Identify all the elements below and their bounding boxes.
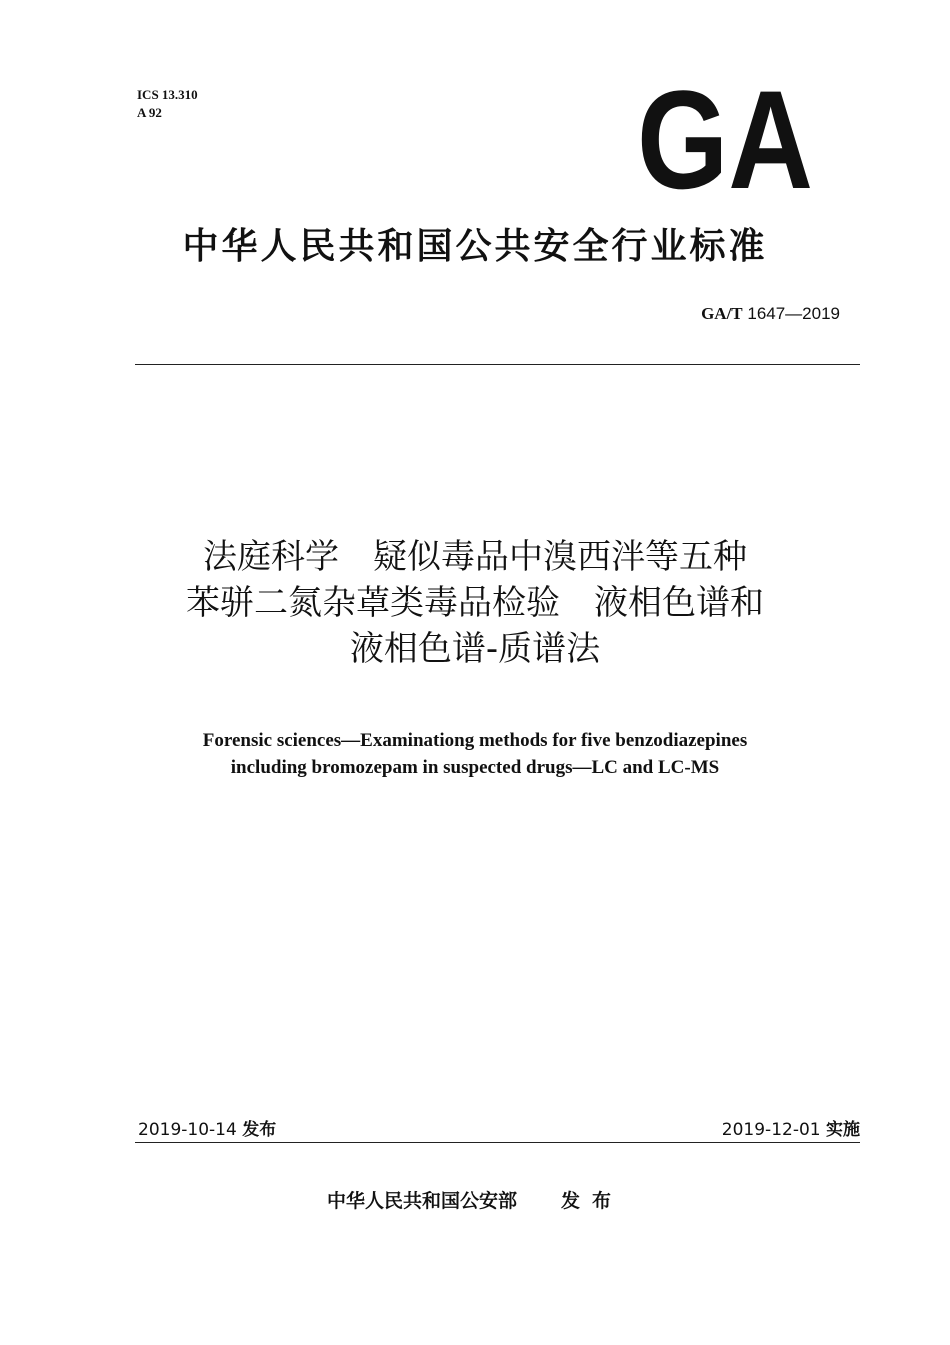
standard-number [701,304,840,324]
implementation-date-value: 2019-12-01 [721,1120,821,1140]
ccs-code: A 92 [137,105,162,120]
english-title-line-2: including bromozepam in suspected drugs—LC and LC-MS [230,757,720,778]
ga-logo [636,61,814,218]
implementation-date-label: 实施 [826,1120,860,1140]
standard-category-title: 中华人民共和国公共安全行业标准 [182,226,768,267]
publisher-name: 中华人民共和国公安部 [326,1190,517,1212]
footer-divider [135,1142,860,1143]
header-divider [135,364,860,365]
issue-date-value: 2019-10-14 [138,1120,237,1140]
chinese-title-line-3: 液相色谱-质谱法 [349,629,601,669]
standard-number-value: 1647—2019 [747,304,840,323]
ga-logo-text: GA [637,61,813,218]
chinese-title-line-2: 苯骈二氮杂䓬类毒品检验 液相色谱和 [186,583,764,623]
standard-number-prefix: GA/T [701,304,743,323]
publisher-line [0,1186,950,1213]
ics-code: ICS 13.310 [137,87,198,102]
chinese-title-line-1: 法庭科学 疑似毒品中溴西泮等五种 [203,537,747,577]
chinese-title [0,534,950,672]
publisher-action: 发布 [561,1190,624,1212]
issue-date [138,1115,276,1140]
english-title-line-1: Forensic sciences—Examinationg methods for five benzodiazepines [202,730,748,751]
implementation-date [722,1115,860,1140]
english-title [0,727,950,781]
issue-date-label: 发布 [242,1120,277,1140]
classification-codes [137,86,198,122]
